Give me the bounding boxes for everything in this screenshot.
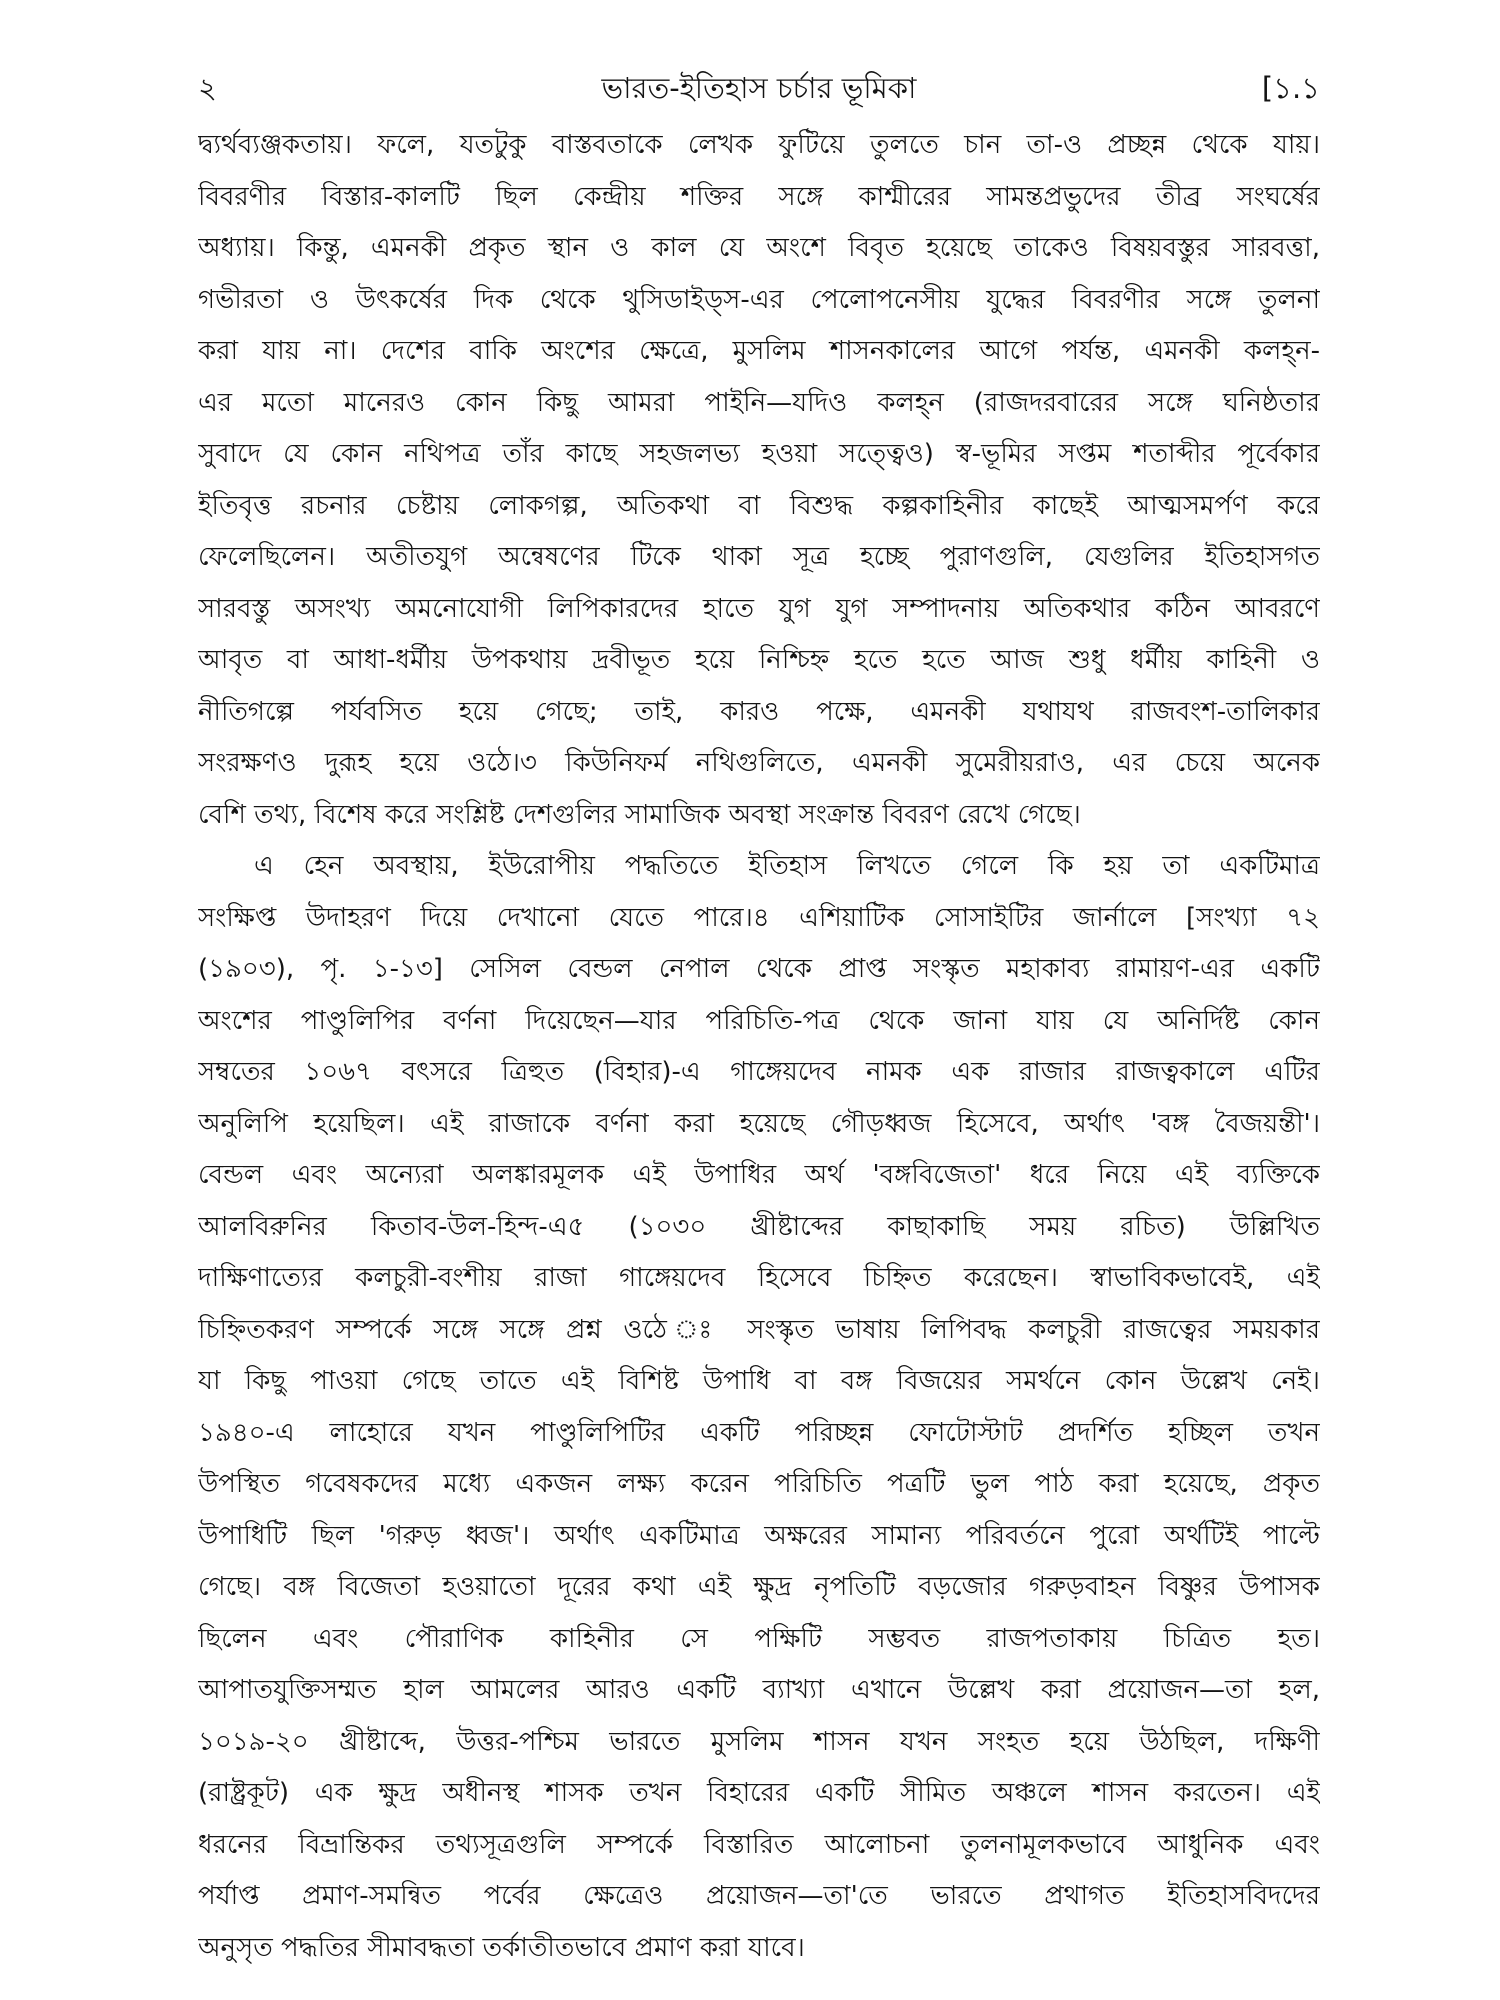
body-text bbox=[198, 120, 1320, 1974]
text-line: গেছে। বঙ্গ বিজেতা হওয়াতো দূরের কথা এই ক্ষুদ্র নৃপতিটি বড়জোর গরুড়বাহন বিষ্ণুর উপাসক bbox=[198, 1572, 1320, 1602]
text-line: উপস্থিত গবেষকদের মধ্যে একজন লক্ষ্য করেন পরিচিতি পত্রটি ভুল পাঠ করা হয়েছে, প্রকৃত bbox=[198, 1469, 1320, 1499]
text-line: (রাষ্ট্রকূট) এক ক্ষুদ্র অধীনস্থ শাসক তখন বিহারের একটি সীমিত অঞ্চলে শাসন করতেন। এই bbox=[198, 1778, 1320, 1808]
running-title: ভারত-ইতিহাস চর্চার ভূমিকা bbox=[601, 71, 917, 105]
text-line: দাক্ষিণাত্যের কলচুরী-বংশীয় রাজা গাঙ্গেয়দেব হিসেবে চিহ্নিত করেছেন। স্বাভাবিকভাবেই, এই bbox=[198, 1263, 1320, 1293]
text-line: বেন্ডল এবং অন্যেরা অলঙ্কারমূলক এই উপাধির অর্থ 'বঙ্গবিজেতা' ধরে নিয়ে এই ব্যক্তিকে bbox=[198, 1160, 1320, 1190]
text-line: সংক্ষিপ্ত উদাহরণ দিয়ে দেখানো যেতে পারে।৪ এশিয়াটিক সোসাইটির জার্নালে [সংখ্যা ৭২ bbox=[198, 902, 1320, 933]
text-line: যা কিছু পাওয়া গেছে তাতে এই বিশিষ্ট উপাধি বা বঙ্গ বিজয়ের সমর্থনে কোন উল্লেখ নেই। bbox=[198, 1366, 1320, 1396]
text-line: ১০১৯-২০ খ্রীষ্টাব্দে, উত্তর-পশ্চিম ভারতে মুসলিম শাসন যখন সংহত হয়ে উঠছিল, দক্ষিণী bbox=[198, 1726, 1320, 1757]
text-line: আবৃত বা আধা-ধর্মীয় উপকথায় দ্রবীভূত হয়ে নিশ্চিহ্ন হতে হতে আজ শুধু ধর্মীয় কাহিনী ও bbox=[198, 645, 1320, 675]
text-line: ইতিবৃত্ত রচনার চেষ্টায় লোকগল্প, অতিকথা বা বিশুদ্ধ কল্পকাহিনীর কাছেই আত্মসমর্পণ করে bbox=[198, 490, 1320, 521]
text-line: উপাধিটি ছিল 'গরুড় ধ্বজ'। অর্থাৎ একটিমাত্র অক্ষরের সামান্য পরিবর্তনে পুরো অর্থটিই পাল্টে bbox=[198, 1520, 1320, 1551]
text-line: (১৯০৩), পৃ. ১-১৩] সেসিল বেন্ডল নেপাল থেকে প্রাপ্ত সংস্কৃত মহাকাব্য রামায়ণ-এর একটি bbox=[198, 954, 1320, 984]
text-line: অংশের পাণ্ডুলিপির বর্ণনা দিয়েছেন—যার পরিচিতি-পত্র থেকে জানা যায় যে অনির্দিষ্ট কোন bbox=[198, 1005, 1320, 1036]
text-line: গভীরতা ও উৎকর্ষের দিক থেকে থুসিডাইড্‌স-এর পেলোপনেসীয় যুদ্ধের বিবরণীর সঙ্গে তুলনা bbox=[198, 284, 1320, 315]
text-line: সংরক্ষণও দুরূহ হয়ে ওঠে।৩ কিউনিফর্ম নথিগুলিতে, এমনকী সুমেরীয়রাও, এর চেয়ে অনেক bbox=[198, 748, 1320, 778]
page-number: ২ bbox=[198, 71, 217, 105]
text-line: করা যায় না। দেশের বাকি অংশের ক্ষেত্রে, মুসলিম শাসনকালের আগে পর্যন্ত, এমনকী কলহ্‌ন- bbox=[198, 336, 1320, 366]
text-line: চিহ্নিতকরণ সম্পর্কে সঙ্গে সঙ্গে প্রশ্ন ওঠে ঃ সংস্কৃত ভাষায় লিপিবদ্ধ কলচুরী রাজত্বের সময়কার bbox=[198, 1314, 1320, 1345]
text-line: এ হেন অবস্থায়, ইউরোপীয় পদ্ধতিতে ইতিহাস লিখতে গেলে কি হয় তা একটিমাত্র bbox=[254, 851, 1320, 881]
text-line: অধ্যায়। কিন্তু, এমনকী প্রকৃত স্থান ও কাল যে অংশে বিবৃত হয়েছে তাকেও বিষয়বস্তুর সারবত্তা, bbox=[198, 233, 1320, 263]
section-number: [১.১ bbox=[1261, 71, 1320, 105]
text-line: ফেলেছিলেন। অতীতযুগ অন্বেষণের টিকে থাকা সূত্র হচ্ছে পুরাণগুলি, যেগুলির ইতিহাসগত bbox=[198, 542, 1320, 572]
text-line: সারবস্তু অসংখ্য অমনোযোগী লিপিকারদের হাতে যুগ যুগ সম্পাদনায় অতিকথার কঠিন আবরণে bbox=[198, 593, 1320, 624]
paragraph-1 bbox=[198, 120, 1320, 841]
text-line: বিবরণীর বিস্তার-কালটি ছিল কেন্দ্রীয় শক্তির সঙ্গে কাশ্মীরের সামন্তপ্রভুদের তীব্র সংঘর্ষের bbox=[198, 181, 1320, 212]
text-line: এর মতো মানেরও কোন কিছু আমরা পাইনি—যদিও কলহ্‌ন (রাজদরবারের সঙ্গে ঘনিষ্ঠতার bbox=[198, 387, 1320, 418]
text-line: অনুলিপি হয়েছিল। এই রাজাকে বর্ণনা করা হয়েছে গৌড়ধ্বজ হিসেবে, অর্থাৎ 'বঙ্গ বৈজয়ন্তী'। bbox=[198, 1108, 1320, 1139]
text-line: ছিলেন এবং পৌরাণিক কাহিনীর সে পক্ষিটি সম্ভবত রাজপতাকায় চিত্রিত হত। bbox=[198, 1623, 1320, 1654]
paragraph-2 bbox=[198, 841, 1320, 1974]
text-line: দ্ব্যর্থব্যঞ্জকতায়। ফলে, যতটুকু বাস্তবতাকে লেখক ফুটিয়ে তুলতে চান তা-ও প্রচ্ছন্ন থেকে যায়। bbox=[198, 130, 1320, 160]
text-line: ১৯৪০-এ লাহোরে যখন পাণ্ডুলিপিটির একটি পরিচ্ছন্ন ফোটোস্টাট প্রদর্শিত হচ্ছিল তখন bbox=[198, 1417, 1320, 1448]
text-line: পর্যাপ্ত প্রমাণ-সমন্বিত পর্বের ক্ষেত্রেও প্রয়োজন—তা'তে ভারতে প্রথাগত ইতিহাসবিদদের bbox=[198, 1881, 1320, 1911]
text-line: সম্বতের ১০৬৭ বৎসরে ত্রিহুত (বিহার)-এ গাঙ্গেয়দেব নামক এক রাজার রাজত্বকালে এটির bbox=[198, 1057, 1320, 1087]
text-line: নীতিগল্পে পর্যবসিত হয়ে গেছে; তাই, কারও পক্ষে, এমনকী যথাযথ রাজবংশ-তালিকার bbox=[198, 696, 1320, 727]
text-line: অনুসৃত পদ্ধতির সীমাবদ্ধতা তর্কাতীতভাবে প্রমাণ করা যাবে। bbox=[198, 1932, 805, 1963]
text-line: আপাতযুক্তিসম্মত হাল আমলের আরও একটি ব্যাখ্যা এখানে উল্লেখ করা প্রয়োজন—তা হল, bbox=[198, 1675, 1320, 1705]
text-line: আলবিরুনির কিতাব-উল-হিন্দ-এ৫ (১০৩০ খ্রীষ্টাব্দের কাছাকাছি সময় রচিত) উল্লিখিত bbox=[198, 1211, 1320, 1242]
text-line: ধরনের বিভ্রান্তিকর তথ্যসূত্রগুলি সম্পর্কে বিস্তারিত আলোচনা তুলনামূলকভাবে আধুনিক এবং bbox=[198, 1829, 1320, 1860]
text-line: সুবাদে যে কোন নথিপত্র তাঁর কাছে সহজলভ্য হওয়া সত্ত্বেও) স্ব-ভূমির সপ্তম শতাব্দীর পূর্বেকার bbox=[198, 439, 1320, 469]
text-line: বেশি তথ্য, বিশেষ করে সংশ্লিষ্ট দেশগুলির সামাজিক অবস্থা সংক্রান্ত বিবরণ রেখে গেছে। bbox=[198, 799, 1081, 830]
page-header bbox=[198, 58, 1320, 118]
